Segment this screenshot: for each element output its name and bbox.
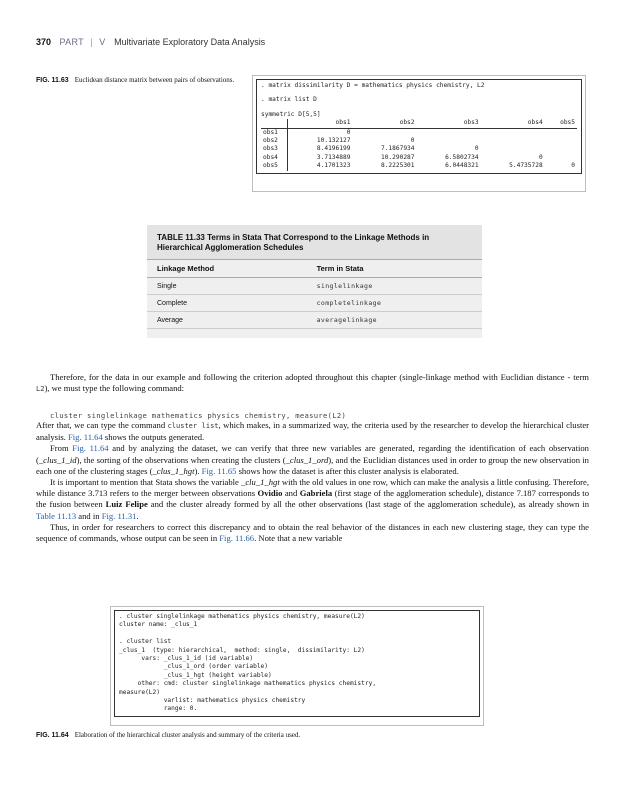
matrix-col-header: obs4 [481, 119, 545, 128]
output-line: measure(L2) [119, 688, 160, 696]
command-line: cluster singlelinkage mathematics physics chemistry, measure(L2) [50, 411, 347, 420]
fig63-output-box [252, 75, 586, 192]
matrix-cell: 4.1701323 [316, 162, 351, 170]
matrix-row [261, 162, 577, 170]
running-head-title: Multivariate Exploratory Data Analysis [114, 37, 266, 47]
text: and the cluster already formed by all the other observations (last stage of the agglomeration schedule), as already shown in [147, 499, 590, 510]
matrix-cell [545, 137, 577, 145]
matrix-cell [481, 137, 545, 145]
output-line: other: cmd: cluster singlelinkage mathematics physics chemistry, [119, 680, 377, 688]
matrix-cell: 6.0448321 [445, 162, 479, 170]
matrix-cell: 0 [346, 128, 351, 136]
text: and in [76, 510, 102, 521]
text: shows how the dataset is after this cluster analysis is elaborated. [236, 465, 459, 476]
matrix-cell: 8.2225301 [380, 162, 415, 170]
fig63-sym: symmetric D[5,5] [261, 110, 321, 118]
matrix-cell [545, 145, 577, 153]
matrix-col-header: obs2 [352, 119, 416, 128]
table-cell: singlelinkage [307, 278, 482, 295]
fig64-label: FIG. 11.64 [36, 732, 69, 739]
fig64-caption-text: Elaboration of the hierarchical cluster analysis and summary of the criteria used. [74, 731, 301, 739]
matrix-cell: 5.4735728 [509, 162, 543, 170]
table-header: Term in Stata [307, 260, 482, 278]
matrix-cell: 0 [538, 153, 543, 161]
figure-link[interactable]: Fig. 11.64 [72, 443, 109, 454]
matrix-cell [545, 128, 577, 137]
table-title: TABLE 11.33 Terms in Stata That Correspond to the Linkage Methods in Hierarchical Agglomeration Schedules [147, 225, 482, 259]
fig63-label: FIG. 11.63 [36, 77, 69, 84]
matrix-cell: 0 [410, 137, 415, 145]
text: After that, we can type the command [36, 420, 168, 430]
variable-name: _clus_1_hgt [152, 465, 195, 476]
text: . [136, 510, 139, 521]
matrix-row-label: obs2 [261, 137, 288, 145]
running-head [36, 37, 265, 47]
fig63-output-inner [256, 79, 582, 174]
page-number: 370 [36, 37, 52, 47]
text: ), the sorting of the observations when creating the clusters ( [76, 454, 286, 465]
output-line: vars: _clus_1_id (id variable) [119, 655, 254, 663]
text: Therefore, for the data in our example and following the criterion adopted throughout this chapter (single-linkage method with Euclidian distance - term [50, 372, 589, 382]
text: , which makes, in a summarized way, the criteria used by the researcher to develop the hierarchical cluster analysis. [36, 420, 590, 443]
figure-link[interactable]: Fig. 11.31 [101, 510, 137, 521]
inline-code: L2 [36, 385, 45, 394]
part-label: PART [59, 37, 84, 47]
output-line: range: 0. [119, 705, 198, 713]
part-number: V [99, 37, 106, 47]
text: and [282, 488, 300, 499]
matrix-cell [417, 128, 481, 137]
fig63-caption-text: Euclidean distance matrix between pairs of observations. [74, 76, 235, 84]
table-header: Linkage Method [147, 260, 307, 278]
text: shows the outputs generated. [102, 432, 205, 443]
table-cell: Complete [147, 295, 307, 312]
matrix-cell [352, 128, 416, 137]
inline-code: cluster list [167, 422, 219, 430]
table-cell: completelinkage [307, 295, 482, 312]
fig64-output-inner [114, 610, 480, 717]
matrix-col-header: obs5 [545, 119, 577, 128]
variable-name: _clus_1_id [38, 454, 77, 465]
text: It is important to mention that Stata shows the variable [50, 477, 242, 488]
output-line: cluster name: _clus_1 [119, 621, 198, 629]
body-paragraphs [36, 420, 589, 544]
table-cell: averagelinkage [307, 312, 482, 329]
matrix-cell: 3.7134889 [316, 153, 351, 161]
matrix-cell: 10.290287 [380, 153, 415, 161]
matrix-cell [481, 145, 545, 153]
matrix-cell: 0 [571, 162, 575, 170]
matrix-cell [481, 128, 545, 137]
matrix-row [261, 137, 577, 145]
output-line [119, 630, 475, 638]
text: . Note that a new variable [254, 533, 343, 544]
table-cell: Average [147, 312, 307, 329]
table-cell: Single [147, 278, 307, 295]
table-row [147, 312, 482, 329]
matrix-col-header: obs3 [417, 119, 481, 128]
person-name: Ovidio [257, 488, 283, 499]
variable-name: _clus_1_ord [285, 454, 329, 465]
linkage-table [147, 259, 482, 329]
table-header-row [147, 260, 482, 278]
output-line: _clus_1 (type: hierarchical, method: single, dissimilarity: L2) [119, 646, 365, 654]
matrix-row [261, 128, 577, 137]
figure-link[interactable]: Fig. 11.64 [67, 432, 103, 443]
table-11-33 [147, 225, 482, 338]
table-link[interactable]: Table 11.13 [36, 510, 77, 521]
text: with the old values in one row, which can make the analysis a little confusing. Therefore, while distance 3.713 refers to the merger between observations [36, 477, 589, 499]
fig63-caption [36, 76, 246, 85]
matrix-col-header: obs1 [288, 119, 353, 128]
fig63-cmd2: . matrix list D [261, 96, 317, 104]
fig64-caption [36, 731, 536, 740]
text: (first stage of the agglomeration schedule), distance 7.187 corresponds to the fusion between [36, 488, 589, 510]
output-line: _clus_1_ord (order variable) [119, 663, 269, 671]
matrix-cell: 8.4196199 [316, 145, 351, 153]
output-line: varlist: mathematics physics chemistry [119, 697, 306, 705]
person-name: Luiz Felipe [105, 499, 148, 510]
output-line: . cluster singlelinkage mathematics physics chemistry, measure(L2) [119, 613, 365, 620]
matrix-row-label: obs4 [261, 154, 288, 162]
table-row [147, 295, 482, 312]
separator: | [90, 37, 93, 47]
matrix-row-label: obs1 [261, 128, 288, 137]
fig63-cmd1: . matrix dissimilarity D = mathematics physics chemistry, L2 [261, 82, 485, 89]
matrix-cell: 7.1867934 [380, 145, 415, 153]
matrix-row [261, 145, 577, 153]
text: ), and the Euclidian distances used in order to group the new observation in each one of the clustering stages ( [36, 454, 589, 476]
figure-link[interactable]: Fig. 11.66 [219, 533, 255, 544]
matrix-header-row [261, 119, 577, 128]
person-name: Gabriela [299, 488, 333, 499]
distance-matrix [261, 119, 577, 170]
variable-name: _clu_1_hgt [241, 477, 280, 488]
table-row [147, 278, 482, 295]
output-line: _clus_1_hgt (height variable) [119, 671, 272, 679]
matrix-row-label: obs3 [261, 145, 288, 153]
figure-link[interactable]: Fig. 11.65 [201, 465, 237, 476]
matrix-corner [261, 119, 288, 128]
text: Thus, in order for researchers to correct this discrepancy and to obtain the real behavior of the distances in each new clustering stage, they can type the sequence of commands, whose output can be seen in [36, 521, 589, 544]
body-paragraph-1 [36, 372, 589, 395]
text: From [50, 443, 73, 454]
matrix-cell: 0 [474, 145, 479, 153]
matrix-cell: 10.132127 [316, 137, 351, 145]
fig64-output-box [110, 606, 484, 726]
text: ). [194, 465, 202, 476]
matrix-row [261, 154, 577, 162]
text: and by analyzing the dataset, we can verify that three new variables are generated, regarding the identification of each observation ( [36, 443, 589, 465]
output-line: . cluster list [119, 638, 172, 646]
matrix-row-label: obs5 [261, 162, 288, 170]
matrix-cell [545, 154, 577, 162]
matrix-cell [417, 137, 481, 145]
text: ), we must type the following command: [44, 383, 185, 394]
matrix-cell: 6.5802734 [445, 153, 479, 161]
